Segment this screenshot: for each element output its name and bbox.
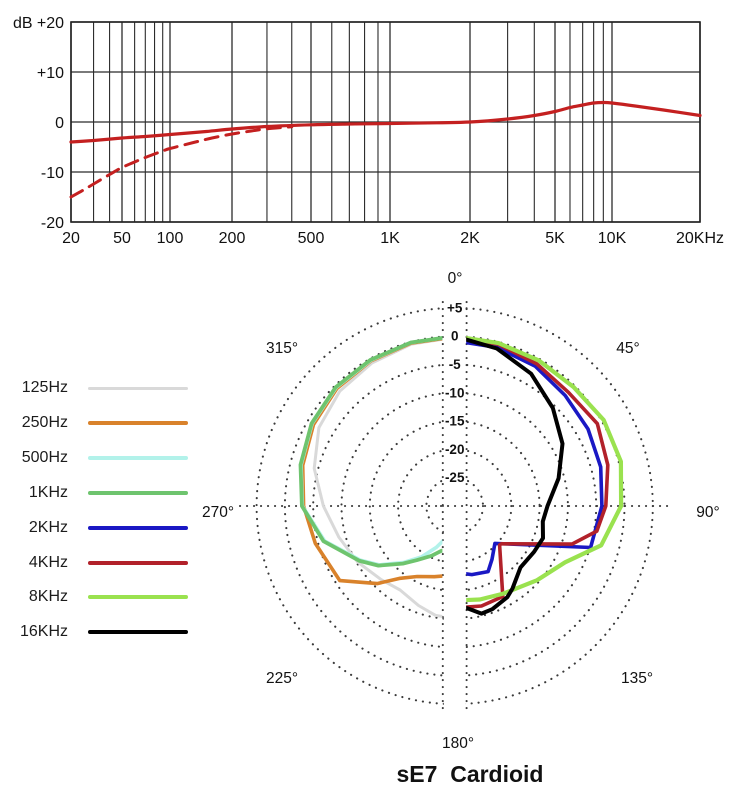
fr-x-tick: 10K	[597, 230, 627, 247]
chart-title: sE7 Cardioid	[396, 761, 544, 787]
fr-y-tick: +10	[36, 65, 64, 82]
polar-ring-label: 0	[450, 328, 459, 344]
polar-angle-label: 135°	[620, 670, 654, 687]
fr-x-tick: 500	[297, 230, 325, 247]
legend-label: 250Hz	[21, 413, 68, 431]
polar-ring-label: +5	[446, 300, 463, 316]
polar-curve-8KHz	[455, 336, 621, 600]
legend-label: 16KHz	[19, 623, 68, 641]
polar-angle-label: 270°	[201, 504, 235, 521]
fr-y-tick: -10	[40, 165, 64, 182]
fr-x-tick: 50	[113, 230, 131, 247]
fr-x-tick: 100	[156, 230, 184, 247]
polar-ring-label: -15	[444, 413, 465, 429]
legend-label: 8KHz	[28, 588, 68, 606]
polar-angle-label: 315°	[265, 340, 299, 357]
polar-ring-label: -10	[444, 385, 465, 401]
fr-x-tick: 5K	[545, 230, 565, 247]
polar-angle-label: 45°	[616, 340, 640, 357]
fr-y-tick: -20	[40, 215, 64, 232]
legend-label: 4KHz	[28, 553, 68, 571]
fr-ylabel: dB	[13, 15, 33, 32]
fr-y-tick: 0	[55, 115, 64, 132]
polar-ring-label: -5	[448, 357, 461, 372]
polar-ring-label: -20	[444, 441, 465, 457]
fr-y-tick: +20	[36, 15, 64, 32]
polar-angle-label: 225°	[265, 670, 299, 687]
fr-x-tick: 1K	[380, 230, 400, 247]
polar-angle-label: 90°	[696, 504, 720, 521]
polar-curve-250Hz	[303, 337, 455, 584]
fr-x-tick: 200	[218, 230, 246, 247]
polar-curve-1KHz	[301, 336, 455, 565]
legend-label: 125Hz	[21, 379, 68, 396]
polar-angle-label: 180°	[441, 735, 475, 752]
polar-ring-label: -25	[444, 470, 465, 486]
polar-angle-label: 0°	[447, 270, 463, 287]
legend-label: 2KHz	[28, 518, 68, 536]
fr-x-tick: 2K	[460, 230, 480, 247]
fr-x-tick: 20KHz	[675, 230, 725, 247]
polar-curve-500Hz	[301, 336, 455, 565]
legend-label: 1KHz	[28, 483, 68, 501]
legend-label: 500Hz	[21, 448, 68, 466]
fr-x-tick: 20	[62, 230, 80, 247]
